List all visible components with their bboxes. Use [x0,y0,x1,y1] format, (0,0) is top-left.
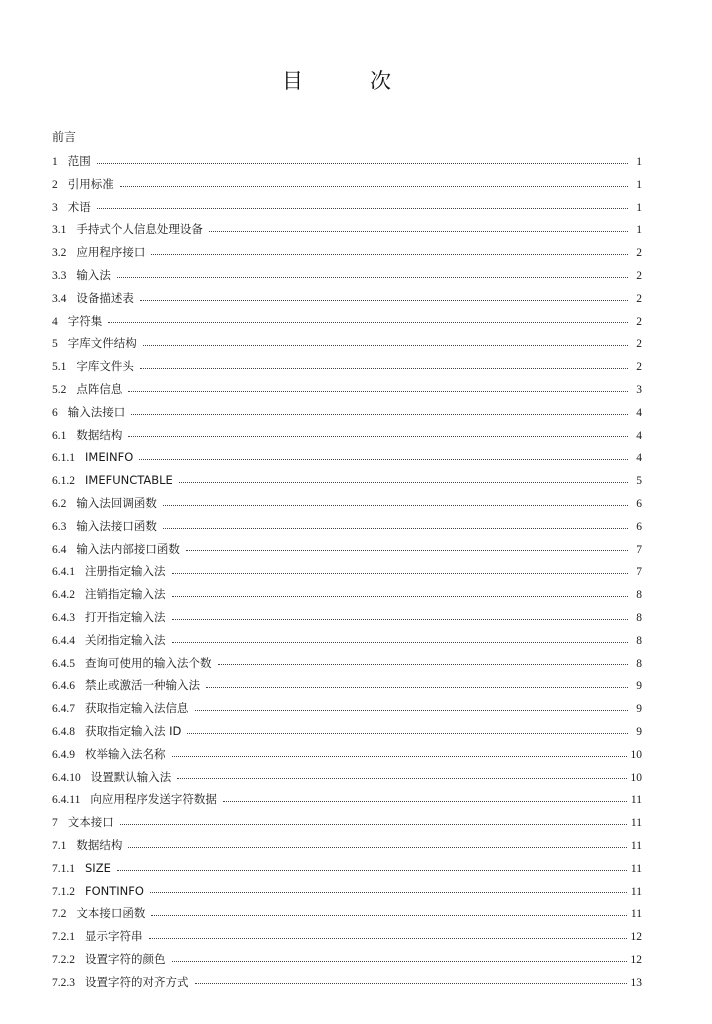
toc-entry-label: 术语 [67,199,91,214]
toc-dot-leader [149,938,627,939]
toc-dot-leader [172,756,627,757]
toc-dot-leader [209,231,628,232]
toc-entry-number: 7.2.3 [52,976,75,989]
toc-entry-number: 6.1 [52,429,67,442]
toc-entry [52,538,642,561]
toc-entry-page: 4 [636,406,642,419]
toc-preface: 前言 [52,130,77,144]
toc-entry-number: 5.2 [52,383,67,396]
toc-dot-leader [151,915,627,916]
title-char-1: 目 [282,69,303,93]
toc-entry-number: 3.4 [52,292,67,305]
toc-entry-label: 输入法内部接口函数 [76,541,180,556]
toc-dot-leader [187,733,628,734]
toc-entry [52,355,642,378]
toc-entry-page: 2 [636,338,642,351]
toc-entry-page: 8 [636,611,642,624]
toc-dot-leader [128,391,628,392]
toc-entry-number: 7.1 [52,839,67,852]
toc-entry-number: 3.3 [52,269,67,282]
toc-entry-page: 9 [636,725,642,738]
toc-entry-label: 范围 [67,154,91,168]
toc-entry [52,971,642,994]
toc-entry-number: 5.1 [52,361,67,374]
toc-entry-page: 2 [636,247,642,260]
toc-entry-label: 打开指定输入法 [85,609,166,624]
toc-entry [52,948,642,971]
toc-entry [52,173,642,196]
toc-dot-leader [172,619,629,620]
toc-dot-leader [140,368,628,369]
toc-entry-number: 6.4.8 [52,725,75,738]
toc-entry-page: 8 [636,634,642,647]
toc-entry-page: 11 [630,794,642,807]
toc-entry-page: 12 [630,931,642,944]
toc-entry-label: 应用程序接口 [76,245,146,260]
toc-entry [52,196,642,219]
title-char-2: 次 [370,69,391,93]
toc-dot-leader [163,505,628,506]
toc-entry-label: 点阵信息 [76,381,123,396]
toc-dot-leader [117,870,627,871]
toc-entry [52,401,642,424]
toc-entry-label: 输入法接口函数 [76,518,157,533]
toc-entry [52,902,642,925]
toc-dot-leader [97,208,628,209]
toc-dot-leader [108,322,628,323]
toc-entry-label: 数据结构 [76,837,123,852]
toc-entry-label: 字库文件结构 [67,336,137,351]
toc-entry-page: 6 [636,520,642,533]
toc-entry-label: 文本接口 [67,815,114,830]
toc-entry [52,743,642,766]
toc-entry-label: SIZE [85,860,111,875]
toc-entry-page: 4 [636,429,642,442]
toc-entry-page: 2 [636,361,642,374]
toc-entry-label: 设备描述表 [76,290,134,305]
toc-entry-number: 6.1.2 [52,475,75,488]
toc-entry [52,629,642,652]
toc-entry [52,788,642,811]
toc-dot-leader [218,664,629,665]
toc-entry-number: 6.4.9 [52,748,75,761]
toc-entry-page: 7 [636,566,642,579]
toc-dot-leader [131,414,628,415]
toc-entry [52,492,642,515]
toc-dot-leader [120,824,627,825]
toc-entry [52,811,642,834]
toc-dot-leader [97,163,628,164]
toc-entry-number: 6 [52,406,58,419]
toc-entry [52,241,642,264]
toc-dot-leader [140,300,628,301]
toc-entry [52,834,642,857]
toc-entry-label: 输入法接口 [67,404,126,419]
toc-entry-number: 6.4.3 [52,611,75,624]
toc-dot-leader [195,710,629,711]
toc-entry [52,652,642,675]
toc-entry-label: 输入法回调函数 [76,495,157,510]
toc-entry-number: 6.4.2 [52,589,75,602]
toc-dot-leader [139,459,628,460]
toc-entry-page: 5 [636,475,642,488]
toc-entry-page: 10 [630,748,642,761]
toc-entry-page: 11 [630,885,642,898]
toc-dot-leader [172,642,629,643]
toc-entry [52,674,642,697]
toc-entry [52,264,642,287]
toc-entry [52,150,642,173]
toc-entry-number: 7.2.2 [52,953,75,966]
toc-entry-number: 4 [52,315,58,328]
toc-entry-number: 7.1.1 [52,862,75,875]
toc-entry-number: 6.4.1 [52,566,75,579]
toc-dot-leader [163,528,628,529]
toc-entry-number: 3 [52,201,58,214]
toc-entry-label: 关闭指定输入法 [85,632,166,647]
toc-entry [52,446,642,469]
toc-entry-number: 6.4.7 [52,703,75,716]
toc-entry-number: 7.2 [52,908,67,921]
toc-entry-number: 6.3 [52,520,67,533]
toc-entry [52,880,642,903]
toc-entry-label: 手持式个人信息处理设备 [76,222,203,237]
toc-entry [52,857,642,880]
toc-entry-label: IMEINFO [85,450,134,465]
toc-entry-page: 8 [636,589,642,602]
toc-entry-page: 7 [636,543,642,556]
toc-entry-label: 字符集 [67,313,103,328]
toc-entry-page: 2 [636,292,642,305]
toc-entry-page: 1 [636,178,642,191]
toc-entry-page: 2 [636,315,642,328]
toc-dot-leader [206,687,628,688]
toc-entry-number: 7 [52,817,58,830]
toc-entry-number: 6.4.6 [52,680,75,693]
toc-dot-leader [179,482,628,483]
toc-entry [52,378,642,401]
toc-entry [52,287,642,310]
toc-entry-number: 1 [52,156,58,168]
toc-dot-leader [195,983,627,984]
page-title [0,66,712,100]
toc-dot-leader [128,436,628,437]
toc-entry-label: 获取指定输入法信息 [85,701,189,716]
toc-entry-label: 注册指定输入法 [85,564,166,579]
toc-entry-page: 11 [630,862,642,875]
toc-entry-label: 禁止或激活一种输入法 [85,678,200,693]
toc-entry [52,697,642,720]
toc-entry [52,720,642,743]
toc-entry [52,925,642,948]
toc-entry-page: 8 [636,657,642,670]
toc-entry-label: 引用标准 [67,176,114,191]
toc-entry-number: 3.2 [52,247,67,260]
toc-entry-page: 11 [630,817,642,830]
toc-dot-leader [128,847,627,848]
toc-entry-page: 9 [636,680,642,693]
toc-dot-leader [120,186,628,187]
toc-entry [52,310,642,333]
toc-entry-number: 6.4 [52,543,67,556]
toc-entry [52,606,642,629]
toc-entry-label: 设置字符的对齐方式 [85,974,189,989]
toc-entry-number: 6.1.1 [52,452,75,465]
toc-dot-leader [223,801,627,802]
toc-entry-page: 1 [636,156,642,168]
toc-dot-leader [117,277,628,278]
toc-entry-label: 枚举输入法名称 [85,746,166,761]
toc-entry-label: 注销指定输入法 [85,587,166,602]
toc-entry-label: 向应用程序发送字符数据 [90,792,217,807]
toc-entry-page: 12 [630,953,642,966]
toc-entry-label: FONTINFO [85,883,144,898]
toc-entry-page: 1 [636,224,642,237]
toc-entry-number: 7.2.1 [52,931,75,944]
toc-entry-page: 4 [636,452,642,465]
toc-entry-label: 文本接口函数 [76,906,146,921]
table-of-contents [52,150,642,993]
toc-entry-label: 获取指定输入法 ID [85,723,182,738]
toc-entry [52,332,642,355]
toc-entry-page: 3 [636,383,642,396]
toc-dot-leader [150,892,627,893]
toc-entry-number: 6.4.4 [52,634,75,647]
toc-entry-label: 数据结构 [76,427,123,442]
toc-entry-label: 输入法 [76,267,111,282]
toc-entry-page: 10 [630,771,642,784]
toc-entry-page: 6 [636,497,642,510]
toc-dot-leader [143,345,628,346]
toc-dot-leader [172,961,627,962]
toc-entry-page: 9 [636,703,642,716]
toc-entry-number: 6.4.10 [52,771,81,784]
toc-entry [52,766,642,789]
toc-entry-number: 2 [52,178,58,191]
toc-entry [52,583,642,606]
toc-entry-label: 设置字符的颜色 [85,951,166,966]
toc-dot-leader [151,254,628,255]
toc-dot-leader [172,573,629,574]
toc-dot-leader [172,596,629,597]
toc-entry-label: 查询可使用的输入法个数 [85,655,212,670]
toc-dot-leader [177,778,626,779]
toc-entry-page: 1 [636,201,642,214]
toc-entry-label: 显示字符串 [85,929,143,944]
toc-entry-number: 6.2 [52,497,67,510]
toc-entry-number: 3.1 [52,224,67,237]
toc-entry-number: 6.4.11 [52,794,81,807]
toc-entry-page: 11 [630,908,642,921]
toc-entry-page: 13 [630,976,642,989]
toc-entry-number: 5 [52,338,58,351]
toc-entry-label: 字库文件头 [76,359,134,374]
toc-entry [52,218,642,241]
toc-entry-label: IMEFUNCTABLE [85,473,173,488]
toc-entry [52,515,642,538]
toc-entry-label: 设置默认输入法 [90,769,172,784]
toc-entry-number: 7.1.2 [52,885,75,898]
toc-entry-page: 2 [636,269,642,282]
toc-dot-leader [186,550,628,551]
toc-entry [52,469,642,492]
toc-entry-page: 11 [630,839,642,852]
toc-entry [52,560,642,583]
toc-entry [52,424,642,447]
toc-entry-number: 6.4.5 [52,657,75,670]
